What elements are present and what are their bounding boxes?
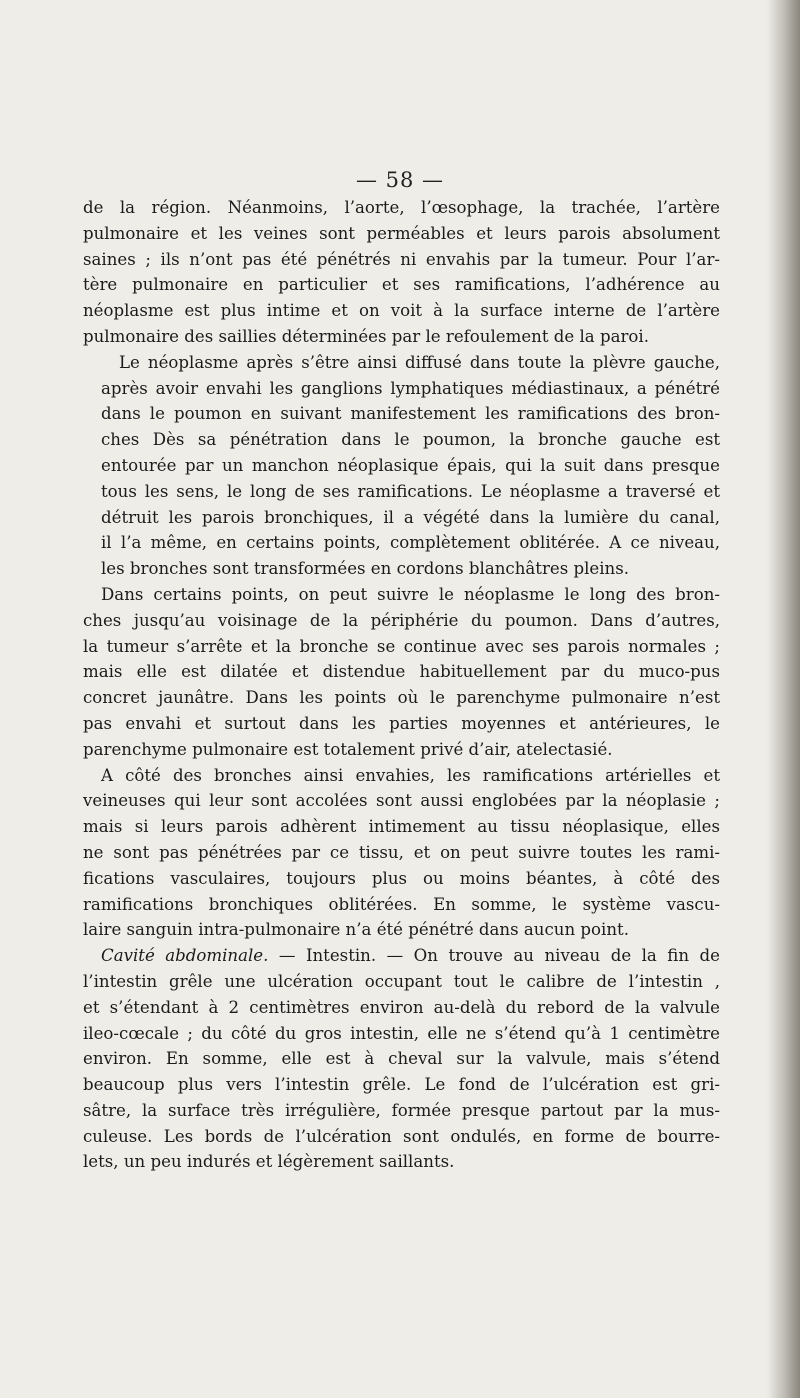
text-line: après avoir envahi les ganglions lymphatiques médiastinaux, a pénétré <box>101 378 720 398</box>
text-line: fications vasculaires, toujours plus ou moins béantes, à côté des <box>83 868 720 888</box>
text-line: veineuses qui leur sont accolées sont aussi englobées par la néoplasie ; <box>83 791 720 811</box>
text-line: Dans certains points, on peut suivre le néoplasme le long des bron- <box>101 584 720 604</box>
text-line: tous les sens, le long de ses ramifications. Le néoplasme a traversé et <box>101 481 720 501</box>
text-line: saines ; ils n’ont pas été pénétrés ni envahis par la tumeur. Pour l’ar- <box>83 249 720 269</box>
text-line: de la région. Néanmoins, l’aorte, l’œsophage, la trachée, l’artère <box>83 198 720 217</box>
text-line: sâtre, la surface très irrégulière, formée presque partout par la mus- <box>83 1100 720 1120</box>
text-line: la tumeur s’arrête et la bronche se continue avec ses parois normales ; <box>83 636 720 656</box>
text-line: et s’étendant à 2 centimètres environ au-delà du rebord de la valvule <box>83 997 720 1017</box>
text-line: Le néoplasme après s’être ainsi diffusé dans toute la plèvre gauche, <box>119 352 720 372</box>
text-line: entourée par un manchon néoplasique épais, qui la suit dans presque <box>101 455 720 475</box>
text-line: lets, un peu indurés et légèrement saillants. <box>83 1152 455 1172</box>
text-line: ileo-cœcale ; du côté du gros intestin, elle ne s’étend qu’à 1 centimètre <box>83 1023 720 1043</box>
text-line: mais elle est dilatée et distendue habituellement par du muco-pus <box>83 662 720 682</box>
text-line: beaucoup plus vers l’intestin grêle. Le fond de l’ulcération est gri- <box>83 1075 720 1095</box>
paragraph <box>83 582 720 763</box>
text-line: ramifications bronchiques oblitérées. En somme, le système vascu- <box>83 894 720 914</box>
text-line: tère pulmonaire en particulier et ses ramifications, l’adhérence au <box>83 275 720 295</box>
text-line: l’intestin grêle une ulcération occupant tout le calibre de l’intestin , <box>83 971 720 991</box>
paragraph <box>83 195 720 350</box>
text-line: A côté des bronches ainsi envahies, les ramifications artérielles et <box>101 765 720 785</box>
page-edge-shadow <box>766 0 800 1398</box>
body-text <box>83 195 720 1175</box>
text-line: environ. En somme, elle est à cheval sur la valvule, mais s’étend <box>83 1049 720 1069</box>
text-line: il l’a même, en certains points, complètement oblitérée. A ce niveau, <box>101 533 720 553</box>
text-line: néoplasme est plus intime et on voit à la surface interne de l’artère <box>83 301 720 321</box>
text-line: les bronches sont transformées en cordons blanchâtres pleins. <box>101 559 630 579</box>
text-line: ches Dès sa pénétration dans le poumon, la bronche gauche est <box>101 430 720 450</box>
text-line: dans le poumon en suivant manifestement les ramifications des bron- <box>101 404 720 424</box>
text-line <box>83 943 720 969</box>
text-line: concret jaunâtre. Dans les points où le parenchyme pulmonaire n’est <box>83 688 720 708</box>
text-line: mais si leurs parois adhèrent intimement au tissu néoplasique, elles <box>83 817 720 837</box>
text-line: culeuse. Les bords de l’ulcération sont ondulés, en forme de bourre- <box>83 1126 720 1146</box>
paragraph <box>83 350 720 582</box>
section-heading: Cavité abdominale. <box>101 946 269 966</box>
text-line: détruit les parois bronchiques, il a végété dans la lumière du canal, <box>101 507 720 527</box>
text-line: pulmonaire et les veines sont perméables et leurs parois absolument <box>83 223 720 243</box>
text-line: parenchyme pulmonaire est totalement privé d’air, atelectasié. <box>83 739 613 759</box>
text-line: laire sanguin intra-pulmonaire n’a été pénétré dans aucun point. <box>83 920 629 940</box>
text-line: pas envahi et surtout dans les parties moyennes et antérieures, le <box>83 713 720 733</box>
text-line: ches jusqu’au voisinage de la périphérie du poumon. Dans d’autres, <box>83 610 720 630</box>
text-run: — Intestin. — On trouve au niveau de la fin de <box>268 946 720 966</box>
paragraph <box>83 763 720 944</box>
text-line: ne sont pas pénétrées par ce tissu, et on peut suivre toutes les rami- <box>83 842 720 862</box>
page-number: — 58 — <box>355 168 445 192</box>
text-line: pulmonaire des saillies déterminées par le refoulement de la paroi. <box>83 326 649 346</box>
paragraph <box>83 943 720 1175</box>
